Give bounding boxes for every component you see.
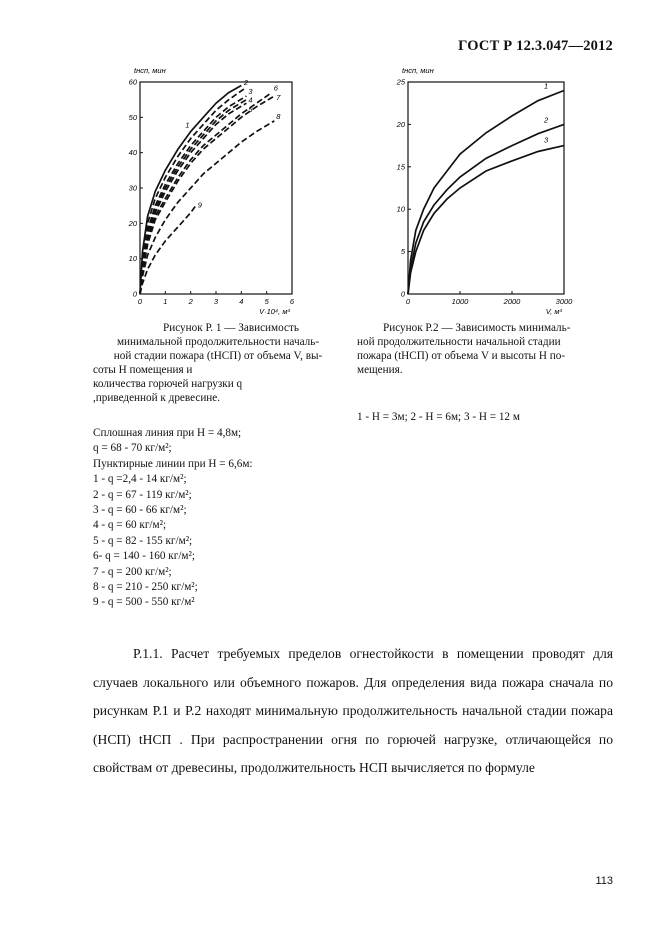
legend-line: 7 - q = 200 кг/м²; bbox=[93, 565, 172, 578]
y-tick-label: 60 bbox=[128, 77, 137, 87]
x-tick-label: 2 bbox=[188, 297, 193, 306]
page-number: 113 bbox=[595, 875, 613, 887]
y-tick-label: 50 bbox=[128, 112, 137, 122]
y-tick-label: 40 bbox=[128, 148, 137, 158]
x-tick-label: 3 bbox=[213, 297, 219, 306]
series-line-1 bbox=[408, 91, 564, 295]
legend-line: 4 - q = 60 кг/м²; bbox=[93, 519, 167, 532]
legend-line: 8 - q = 210 - 250 кг/м²; bbox=[93, 581, 198, 594]
series-label: 4 bbox=[248, 95, 253, 105]
legend-line: 3 - q = 60 - 66 кг/м²; bbox=[93, 504, 187, 517]
figure-2-caption-line: пожара (tНСП) от объема V и высоты H по- bbox=[357, 350, 566, 362]
figure-1-caption-line: ной стадии пожара (tНСП) от объема V, вы- bbox=[113, 350, 323, 362]
series-label: 1 bbox=[544, 81, 549, 91]
x-tick-label: 3000 bbox=[555, 297, 573, 306]
x-tick-label: 1 bbox=[163, 297, 168, 306]
y-tick-label: 25 bbox=[396, 77, 405, 87]
x-tick-label: 2000 bbox=[503, 297, 521, 306]
y-tick-label: 10 bbox=[128, 254, 137, 264]
figure-2-caption-line: мещения. bbox=[357, 364, 403, 376]
figure-2-caption bbox=[357, 321, 612, 377]
legend-line: 1 - q =2,4 - 14 кг/м²; bbox=[93, 473, 187, 486]
figure-1-caption-line: количества горючей нагрузки q bbox=[93, 378, 243, 390]
figure-2-caption-line: ной продолжительности начальной стадии bbox=[357, 336, 561, 348]
body-paragraph: Р.1.1. Расчет требуемых пределов огнестойкости в помещении проводят для случаев локального или объемного пожаров. Для определения вида пожара сначала по рисункам Р.1 и Р.2 находят минимальную продолжительность начальной стадии пожара (НСП) tНСП . При распространении огня по горючей нагрузке, отличающейся по свойствам от древесины, продолжительность НСП вычисляется по формуле bbox=[93, 646, 613, 775]
figure-1-legend bbox=[93, 426, 343, 611]
y-tick-label: 15 bbox=[396, 162, 405, 172]
series-line-6 bbox=[140, 93, 272, 294]
series-label: 7 bbox=[276, 93, 281, 103]
series-label: 5 bbox=[248, 105, 253, 115]
series-label: 8 bbox=[276, 111, 281, 121]
series-label: 9 bbox=[197, 200, 202, 210]
series-label: 2 bbox=[544, 115, 549, 125]
figure-1-caption-line: ,приведенной к древесине. bbox=[93, 392, 221, 404]
legend-line: 2 - q = 67 - 119 кг/м²; bbox=[93, 488, 192, 501]
legend-line: Сплошная линия при H = 4,8м; bbox=[93, 427, 242, 439]
series-label: 1 bbox=[185, 120, 190, 130]
series-line-2 bbox=[408, 124, 564, 294]
series-line-3 bbox=[408, 146, 564, 294]
series-label: 6 bbox=[273, 83, 278, 93]
y-tick-label: 5 bbox=[400, 247, 405, 257]
figure-2-legend: 1 - H = 3м; 2 - H = 6м; 3 - H = 12 м bbox=[357, 411, 520, 423]
plot-frame bbox=[408, 82, 564, 294]
x-axis-label: V, м³ bbox=[545, 307, 562, 316]
figure-1-caption-line: соты H помещения и bbox=[93, 364, 193, 376]
y-tick-label: 30 bbox=[128, 183, 137, 193]
figure-1-caption bbox=[93, 321, 343, 405]
x-tick-label: 4 bbox=[239, 297, 244, 306]
x-tick-label: 0 bbox=[405, 297, 411, 306]
x-tick-label: 6 bbox=[289, 297, 295, 306]
series-label: 3 bbox=[248, 87, 253, 97]
y-axis-label: tнсп, мин bbox=[134, 66, 166, 75]
legend-line: 5 - q = 82 - 155 кг/м²; bbox=[93, 534, 193, 547]
figure-2-caption-line: Рисунок Р.2 — Зависимость минималь- bbox=[383, 322, 571, 334]
y-tick-label: 20 bbox=[396, 119, 405, 129]
x-tick-label: 0 bbox=[137, 297, 143, 306]
x-tick-label: 5 bbox=[264, 297, 269, 306]
legend-line: q = 68 - 70 кг/м²; bbox=[93, 442, 172, 455]
series-label: 2 bbox=[243, 78, 249, 88]
x-axis-label: V·10⁴, м³ bbox=[259, 307, 290, 316]
figure-2-chart bbox=[370, 56, 592, 316]
y-tick-label: 0 bbox=[132, 289, 137, 299]
series-label: 3 bbox=[544, 135, 549, 145]
figure-1-caption-line: Рисунок Р. 1 — Зависимость bbox=[163, 322, 299, 334]
series-line-5 bbox=[140, 103, 246, 294]
document-header: ГОСТ Р 12.3.047—2012 bbox=[458, 38, 613, 54]
y-tick-label: 10 bbox=[396, 204, 405, 214]
y-axis-label: tнсп, мин bbox=[402, 66, 434, 75]
y-tick-label: 0 bbox=[400, 289, 405, 299]
legend-line: 9 - q = 500 - 550 кг/м² bbox=[93, 596, 195, 609]
figure-1-caption-line: минимальной продолжительности началь- bbox=[116, 336, 320, 348]
figure-1-chart bbox=[100, 56, 310, 316]
y-tick-label: 20 bbox=[128, 218, 137, 228]
legend-line: 6- q = 140 - 160 кг/м²; bbox=[93, 550, 195, 563]
x-tick-label: 1000 bbox=[451, 297, 469, 306]
legend-line: Пунктирные линии при H = 6,6м: bbox=[93, 457, 253, 470]
